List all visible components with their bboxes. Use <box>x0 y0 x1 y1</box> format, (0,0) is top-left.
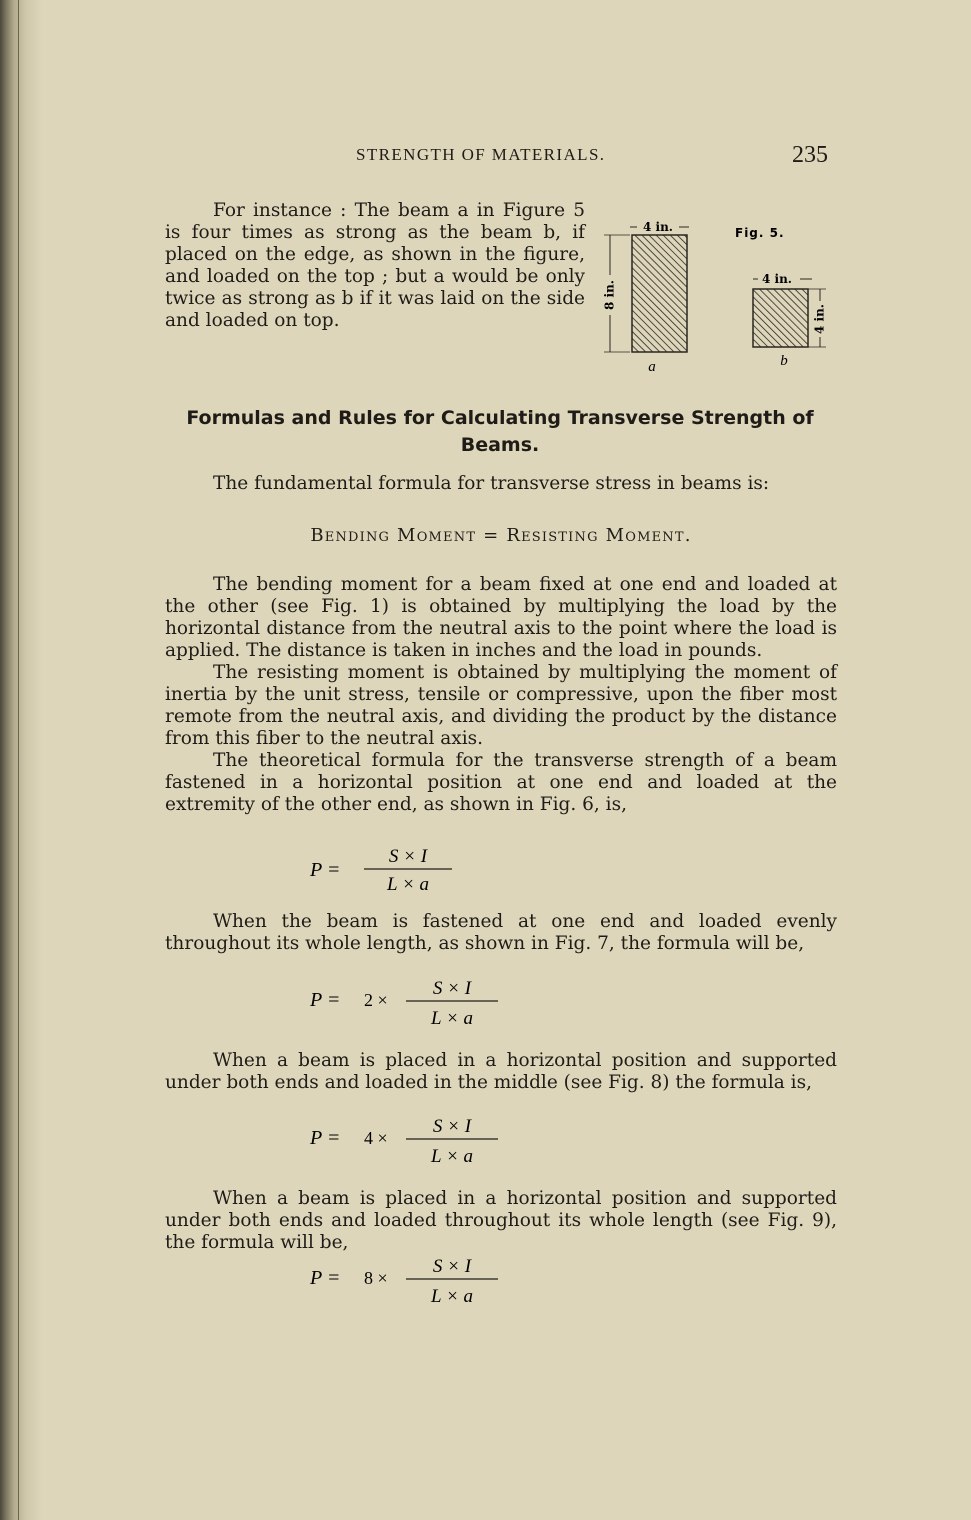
formula-denominator: L × a <box>430 1008 474 1029</box>
formula-denominator: L × a <box>430 1146 474 1167</box>
formula-numerator: S × I <box>432 978 472 999</box>
paragraph-evenly-loaded: When the beam is fastened at one end and loaded evenly throughout its whole length, as shown in Fig. 7, the formula will be, <box>165 911 837 954</box>
beam-a-label: a <box>648 359 656 375</box>
formula-simple-beam-uniform-load <box>308 1256 528 1316</box>
paragraph-middle-loaded: When a beam is placed in a horizontal position and supported under both ends and loaded in the middle (see Fig. 8) the formula is, <box>165 1050 837 1093</box>
beam-cross-sections-diagram <box>590 205 840 385</box>
paragraph-uniform-loaded: When a beam is placed in a horizontal position and supported under both ends and loaded throughout its whole length (see Fig. 9), the formula will be, <box>165 1188 837 1253</box>
beam-a-height-label: 8 in. <box>602 280 617 310</box>
formula-numerator: S × I <box>432 1256 472 1277</box>
formula-coefficient: 8 × <box>364 1268 388 1288</box>
beam-b-height-label: 4 in. <box>812 304 827 334</box>
beam-a-section <box>632 235 687 352</box>
fundamental-intro-block <box>165 473 837 495</box>
beam-a-width-label: 4 in. <box>643 220 673 234</box>
paragraph-resisting-moment: The resisting moment is obtained by multiplying the moment of inertia by the unit stress, tensile or compressive, upon the fiber most remote from the neutral axis, and dividing the product by the distance from this fiber to the neutral axis. <box>165 662 837 749</box>
figure-5 <box>590 205 840 385</box>
book-binding-edge <box>0 0 42 1520</box>
formula-coefficient: 2 × <box>364 990 388 1010</box>
formula-cantilever-end-load <box>308 842 508 902</box>
beam-b-width-label: 4 in. <box>762 272 792 286</box>
figure-caption: Fig. 5. <box>735 226 785 240</box>
fundamental-equation: Bending Moment = Resisting Moment. <box>310 525 692 546</box>
formula-denominator: L × a <box>386 874 430 895</box>
formula-numerator: S × I <box>432 1116 472 1137</box>
body-text-block-4 <box>165 1188 837 1254</box>
intro-paragraph-block <box>165 200 585 332</box>
paragraph-bending-moment: The bending moment for a beam fixed at one end and loaded at the other (see Fig. 1) is obtained by multiplying the load by the horizontal distance from the neutral axis to the point where the load is applied. The distance is taken in inches and the load in pounds. <box>165 574 837 661</box>
formula-simple-beam-center-load <box>308 1116 528 1176</box>
fundamental-equation-block <box>165 525 837 547</box>
formula-denominator: L × a <box>430 1286 474 1307</box>
intro-paragraph: For instance : The beam a in Figure 5 is four times as strong as the beam b, if placed on the edge, as shown in the figure, and loaded on the top ; but a would be only twice as strong as b if it was laid on the side and loaded on top. <box>165 200 585 331</box>
formula-lhs: P = <box>310 1267 341 1289</box>
running-head: STRENGTH OF MATERIALS. <box>356 145 606 164</box>
formula-coefficient: 4 × <box>364 1128 388 1148</box>
body-text-block-2 <box>165 911 837 955</box>
page-number: 235 <box>792 142 828 168</box>
beam-b-section <box>753 289 808 347</box>
beam-b-label: b <box>780 353 788 369</box>
paragraph-theoretical-formula: The theoretical formula for the transverse strength of a beam fastened in a horizontal position at one end and loaded at the extremity of the other end, as shown in Fig. 6, is, <box>165 750 837 815</box>
body-text-block-1 <box>165 574 837 816</box>
fundamental-intro: The fundamental formula for transverse stress in beams is: <box>213 473 770 494</box>
formula-numerator: S × I <box>388 846 428 867</box>
formula-lhs: P = <box>310 1127 341 1149</box>
body-text-block-3 <box>165 1050 837 1094</box>
section-heading: Formulas and Rules for Calculating Transverse Strength of Beams. <box>186 407 814 456</box>
formula-lhs: P = <box>310 989 341 1011</box>
formula-lhs: P = <box>310 859 341 881</box>
formula-cantilever-uniform-load <box>308 978 528 1038</box>
